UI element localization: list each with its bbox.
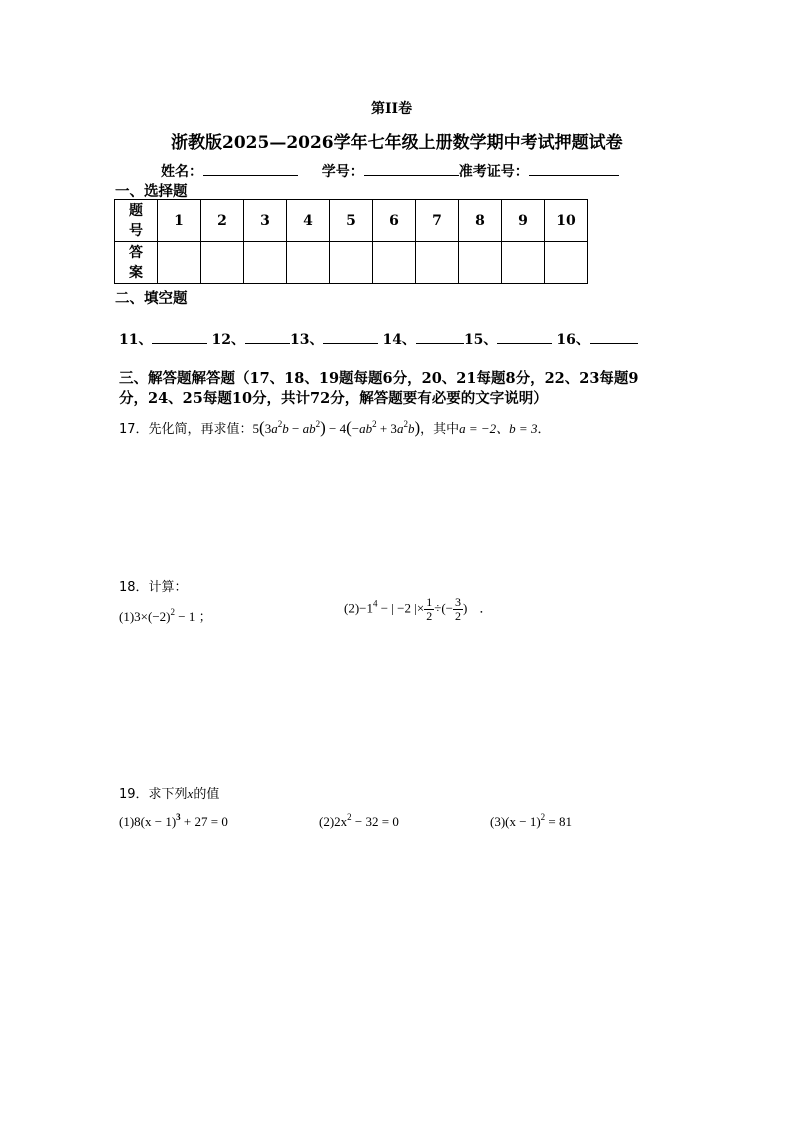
q17-lead: 17．先化简，再求值： <box>119 422 253 437</box>
student-info <box>161 161 619 181</box>
fill-blank[interactable] <box>245 329 290 344</box>
question-17 <box>119 418 550 438</box>
page-title: 浙教版2025—2026学年七年级上册数学期中考试押题试卷 <box>171 133 623 153</box>
section3-title-line1: 三、解答题解答题（17、18、19题每题6分，20、21每题8分，22、23每题9 <box>119 370 639 387</box>
id-blank[interactable] <box>364 161 459 176</box>
question-number: 5 <box>330 200 373 242</box>
question-number: 10 <box>545 200 588 242</box>
answer-table <box>114 199 588 284</box>
question-number: 2 <box>201 200 244 242</box>
fill-blank[interactable] <box>152 329 207 344</box>
answer-table-header-row <box>115 200 588 242</box>
question-number: 3 <box>244 200 287 242</box>
fill-blank[interactable] <box>497 329 552 344</box>
question-19-lead: 19．求下列x的值 <box>119 786 220 802</box>
answer-cell[interactable] <box>416 242 459 284</box>
fill-blank[interactable] <box>590 329 638 344</box>
answer-cell[interactable] <box>201 242 244 284</box>
q18-fraction-1: $\frac{1}{2}$ <box>426 595 433 623</box>
name-blank[interactable] <box>203 161 298 176</box>
volume-label: 第II卷 <box>371 101 413 117</box>
q19-equation-3: $(3)(x - 1)^2 = 81$ <box>490 812 572 829</box>
answer-cell[interactable] <box>287 242 330 284</box>
fill-item-label: 13、 <box>289 332 324 348</box>
answer-cell[interactable] <box>158 242 201 284</box>
q18-part2: $(2)-1^4$ − | −2 |× $\frac{1}{2}$ ÷(− $\frac{3}{2}$ ) ． <box>344 595 493 623</box>
question-number: 6 <box>373 200 416 242</box>
section3-title-line2: 分，24、25每题10分，共计72分，解答题要有必要的文字说明） <box>119 390 548 407</box>
question-number: 7 <box>416 200 459 242</box>
answer-cell[interactable] <box>330 242 373 284</box>
section1-title: 一、选择题 <box>115 183 188 200</box>
exam-no-blank[interactable] <box>529 161 619 176</box>
id-label: 学号： <box>321 164 364 180</box>
question-number: 1 <box>158 200 201 242</box>
question-number: 9 <box>502 200 545 242</box>
answer-cell[interactable] <box>459 242 502 284</box>
fill-blank-row <box>119 329 638 349</box>
row-label-answer: 答 案 <box>115 242 158 284</box>
question-18-lead: 18．计算： <box>119 580 188 595</box>
fill-blank[interactable] <box>416 329 464 344</box>
fill-item-label: 15、 <box>463 332 498 348</box>
fill-blank[interactable] <box>323 329 378 344</box>
question-number: 8 <box>459 200 502 242</box>
answer-cell[interactable] <box>244 242 287 284</box>
answer-cell[interactable] <box>545 242 588 284</box>
answer-cell[interactable] <box>373 242 416 284</box>
name-label: 姓名： <box>161 164 203 180</box>
answer-cell[interactable] <box>502 242 545 284</box>
q17-end: ． <box>537 422 551 437</box>
answer-table-answer-row <box>115 242 588 284</box>
fill-item-label: 16、 <box>556 332 590 348</box>
q17-condition: a = −2、b = 3 <box>459 421 538 436</box>
q18-fraction-2: $\frac{3}{2}$ <box>455 595 461 623</box>
q17-expression: $5(3a^2b - ab^2) - 4(-ab^2 + 3a^2b)$ <box>252 418 421 437</box>
question-number: 4 <box>287 200 330 242</box>
q19-equation-1: $(1)8(x - 1)^3 + 27 = 0$ <box>119 812 228 829</box>
q19-equation-2: $(2)2x^2 - 32 = 0$ <box>319 812 399 829</box>
fill-item-label: 12、 <box>211 332 245 348</box>
row-label-number: 题 号 <box>115 200 158 242</box>
section2-title: 二、填空题 <box>115 290 188 307</box>
fill-item-label: 11、 <box>119 332 153 348</box>
q18-part1: $(1)3\times(-2)^2 - 1$ ； <box>119 607 212 624</box>
fill-item-label: 14、 <box>382 332 416 348</box>
q17-mid: ，其中 <box>420 422 460 437</box>
exam-no-label: 准考证号： <box>458 164 529 180</box>
